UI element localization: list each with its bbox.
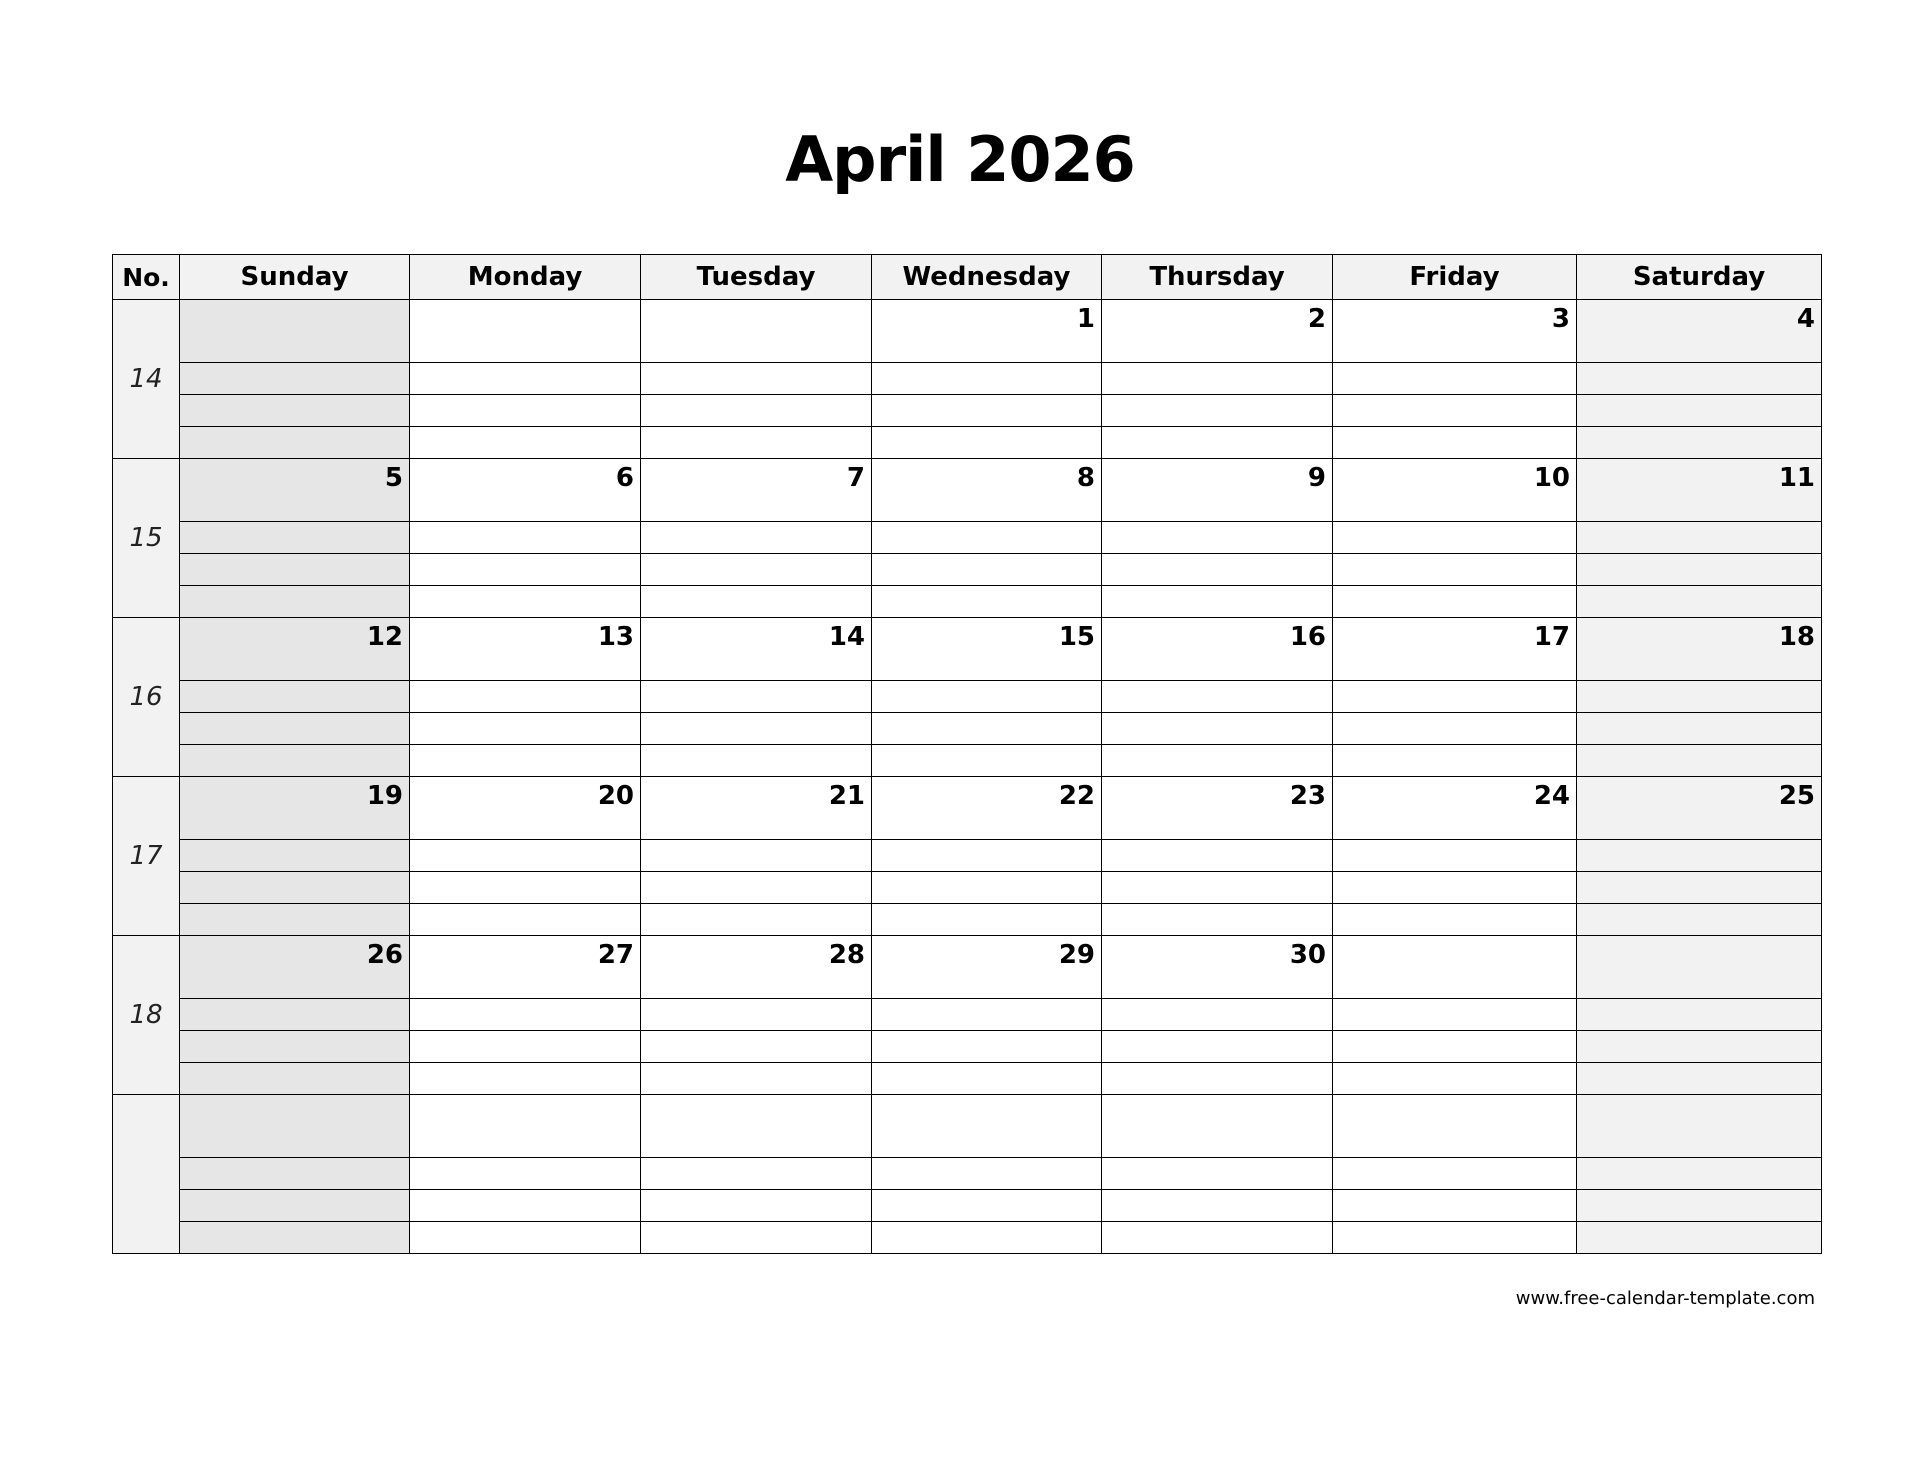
day-number [180,1095,409,1099]
note-line[interactable] [641,872,872,904]
note-line[interactable] [641,681,872,713]
week-number [113,1095,180,1254]
week-row [113,459,1822,522]
day-number: 25 [1778,781,1815,811]
note-line[interactable] [1333,745,1577,777]
note-line[interactable] [641,363,872,395]
note-line[interactable] [872,1190,1102,1222]
note-line[interactable] [872,745,1102,777]
note-line[interactable] [1102,713,1333,745]
header-monday: Monday [410,255,641,300]
day-number: 24 [1533,781,1570,811]
day-cell[interactable] [1577,936,1822,999]
day-number: 9 [1307,463,1326,493]
day-number [410,1095,640,1099]
note-line[interactable] [872,427,1102,459]
note-line[interactable] [1577,872,1822,904]
day-cell[interactable] [180,1095,410,1158]
note-row [113,1222,1822,1254]
day-number [410,300,640,304]
note-line[interactable] [872,999,1102,1031]
day-number: 11 [1778,463,1815,493]
note-line[interactable] [410,999,641,1031]
note-row [113,427,1822,459]
day-cell[interactable] [410,618,641,681]
day-cell[interactable] [410,300,641,363]
day-number: 26 [366,940,403,970]
day-number: 4 [1796,304,1815,334]
day-cell[interactable] [641,618,872,681]
day-number [641,300,871,304]
note-row [113,1031,1822,1063]
note-line[interactable] [641,713,872,745]
note-line[interactable] [410,745,641,777]
note-row [113,681,1822,713]
header-tuesday: Tuesday [641,255,872,300]
day-cell[interactable] [641,300,872,363]
note-line[interactable] [180,904,410,936]
note-line[interactable] [1102,554,1333,586]
day-number: 28 [828,940,865,970]
note-line[interactable] [872,1031,1102,1063]
note-line[interactable] [1102,681,1333,713]
note-line[interactable] [872,554,1102,586]
note-line[interactable] [1333,713,1577,745]
note-line[interactable] [1102,1190,1333,1222]
note-row [113,363,1822,395]
day-cell[interactable] [1333,618,1577,681]
note-line[interactable] [410,1063,641,1095]
note-line[interactable] [180,1158,410,1190]
header-week-number: No. [113,255,180,300]
day-cell[interactable] [641,936,872,999]
note-line[interactable] [1577,522,1822,554]
note-line[interactable] [1102,1063,1333,1095]
note-line[interactable] [872,904,1102,936]
day-cell[interactable] [180,777,410,840]
note-line[interactable] [1102,745,1333,777]
note-line[interactable] [180,1222,410,1254]
note-line[interactable] [180,522,410,554]
note-line[interactable] [1333,904,1577,936]
note-row [113,999,1822,1031]
day-number: 14 [828,622,865,652]
note-line[interactable] [410,872,641,904]
note-line[interactable] [410,586,641,618]
week-number: 18 [113,936,180,1095]
day-cell[interactable] [1577,618,1822,681]
note-line[interactable] [410,522,641,554]
note-line[interactable] [1577,681,1822,713]
note-line[interactable] [1577,1158,1822,1190]
day-number: 10 [1533,463,1570,493]
note-line[interactable] [872,872,1102,904]
note-line[interactable] [1577,363,1822,395]
week-row [113,1095,1822,1158]
note-line[interactable] [180,745,410,777]
day-number: 29 [1058,940,1095,970]
day-number: 1 [1076,304,1095,334]
note-row [113,522,1822,554]
note-line[interactable] [641,1063,872,1095]
note-line[interactable] [1577,554,1822,586]
note-line[interactable] [410,1222,641,1254]
day-cell[interactable] [410,777,641,840]
day-cell[interactable] [1577,1095,1822,1158]
day-cell[interactable] [410,459,641,522]
note-line[interactable] [1333,554,1577,586]
note-line[interactable] [1102,1222,1333,1254]
note-row [113,904,1822,936]
calendar-grid [112,254,1822,1254]
day-number: 20 [597,781,634,811]
day-cell[interactable] [872,300,1102,363]
header-sunday: Sunday [180,255,410,300]
note-line[interactable] [180,713,410,745]
note-row [113,586,1822,618]
calendar-title: April 2026 [785,123,1135,196]
note-line[interactable] [641,1158,872,1190]
day-number: 15 [1058,622,1095,652]
note-line[interactable] [1102,999,1333,1031]
note-line[interactable] [180,872,410,904]
week-number: 17 [113,777,180,936]
note-line[interactable] [180,1063,410,1095]
day-cell[interactable] [1577,777,1822,840]
note-line[interactable] [1102,1031,1333,1063]
note-line[interactable] [180,1190,410,1222]
note-line[interactable] [641,395,872,427]
note-line[interactable] [1102,395,1333,427]
day-cell[interactable] [1333,459,1577,522]
note-line[interactable] [1333,395,1577,427]
day-number: 8 [1076,463,1095,493]
note-line[interactable] [180,427,410,459]
note-line[interactable] [641,904,872,936]
day-cell[interactable] [180,936,410,999]
day-cell[interactable] [1102,459,1333,522]
day-number [1577,1095,1821,1099]
note-line[interactable] [872,363,1102,395]
note-line[interactable] [410,713,641,745]
note-line[interactable] [180,554,410,586]
note-line[interactable] [1333,1031,1577,1063]
note-line[interactable] [1333,522,1577,554]
note-line[interactable] [1333,427,1577,459]
day-cell[interactable] [180,618,410,681]
note-line[interactable] [410,395,641,427]
header-wednesday: Wednesday [872,255,1102,300]
note-row [113,1190,1822,1222]
day-number [1333,936,1576,940]
note-line[interactable] [1577,904,1822,936]
note-line[interactable] [872,713,1102,745]
note-line[interactable] [1577,1063,1822,1095]
note-line[interactable] [1577,1222,1822,1254]
day-number: 5 [384,463,403,493]
day-number: 6 [615,463,634,493]
note-line[interactable] [641,1031,872,1063]
week-number: 14 [113,300,180,459]
day-number [872,1095,1101,1099]
note-line[interactable] [180,681,410,713]
day-number [641,1095,871,1099]
note-line[interactable] [872,522,1102,554]
note-line[interactable] [1333,1063,1577,1095]
note-line[interactable] [180,999,410,1031]
day-cell[interactable] [872,618,1102,681]
day-cell[interactable] [180,459,410,522]
note-line[interactable] [641,999,872,1031]
note-line[interactable] [872,586,1102,618]
note-line[interactable] [1577,1190,1822,1222]
week-number: 16 [113,618,180,777]
day-cell[interactable] [1577,459,1822,522]
note-line[interactable] [180,1031,410,1063]
note-line[interactable] [641,1222,872,1254]
note-line[interactable] [410,427,641,459]
note-line[interactable] [1577,395,1822,427]
note-line[interactable] [410,1190,641,1222]
note-line[interactable] [872,840,1102,872]
day-cell[interactable] [872,777,1102,840]
note-line[interactable] [1333,1158,1577,1190]
day-cell[interactable] [1333,936,1577,999]
day-cell[interactable] [641,459,872,522]
day-number: 19 [366,781,403,811]
note-line[interactable] [1102,522,1333,554]
note-row [113,840,1822,872]
day-number: 27 [597,940,634,970]
note-line[interactable] [180,363,410,395]
note-line[interactable] [641,427,872,459]
note-line[interactable] [872,1158,1102,1190]
note-line[interactable] [410,1158,641,1190]
header-row [113,255,1822,300]
note-line[interactable] [1577,999,1822,1031]
day-number: 17 [1533,622,1570,652]
note-line[interactable] [641,745,872,777]
day-number: 30 [1289,940,1326,970]
note-line[interactable] [1577,840,1822,872]
day-number: 18 [1778,622,1815,652]
note-line[interactable] [1102,872,1333,904]
day-number [1333,1095,1576,1099]
note-line[interactable] [1577,586,1822,618]
note-line[interactable] [180,840,410,872]
day-cell[interactable] [180,300,410,363]
day-number: 3 [1551,304,1570,334]
note-row [113,872,1822,904]
week-row [113,936,1822,999]
day-number: 2 [1307,304,1326,334]
week-row [113,777,1822,840]
day-number: 12 [366,622,403,652]
day-cell[interactable] [1333,777,1577,840]
note-line[interactable] [641,522,872,554]
header-thursday: Thursday [1102,255,1333,300]
header-saturday: Saturday [1577,255,1822,300]
week-row [113,300,1822,363]
day-number: 16 [1289,622,1326,652]
day-cell[interactable] [1102,1095,1333,1158]
day-cell[interactable] [1102,618,1333,681]
note-row [113,1158,1822,1190]
note-line[interactable] [641,840,872,872]
note-line[interactable] [872,1063,1102,1095]
note-line[interactable] [1102,586,1333,618]
day-cell[interactable] [410,936,641,999]
day-number: 13 [597,622,634,652]
note-line[interactable] [410,554,641,586]
day-cell[interactable] [1102,777,1333,840]
note-line[interactable] [1102,904,1333,936]
day-cell[interactable] [1333,300,1577,363]
day-cell[interactable] [1333,1095,1577,1158]
note-line[interactable] [1102,363,1333,395]
day-cell[interactable] [872,1095,1102,1158]
note-line[interactable] [1333,999,1577,1031]
note-line[interactable] [1577,427,1822,459]
note-row [113,1063,1822,1095]
day-number: 23 [1289,781,1326,811]
note-line[interactable] [1333,1190,1577,1222]
note-line[interactable] [1333,681,1577,713]
week-row [113,618,1822,681]
note-row [113,745,1822,777]
day-cell[interactable] [872,936,1102,999]
note-line[interactable] [410,1031,641,1063]
note-line[interactable] [1333,840,1577,872]
note-line[interactable] [641,1190,872,1222]
note-line[interactable] [1577,713,1822,745]
day-cell[interactable] [1102,936,1333,999]
day-cell[interactable] [872,459,1102,522]
day-number: 22 [1058,781,1095,811]
note-line[interactable] [1333,586,1577,618]
note-line[interactable] [641,586,872,618]
note-line[interactable] [410,840,641,872]
note-line[interactable] [180,395,410,427]
note-line[interactable] [1102,427,1333,459]
note-line[interactable] [410,681,641,713]
note-line[interactable] [872,395,1102,427]
note-line[interactable] [1102,1158,1333,1190]
day-cell[interactable] [641,1095,872,1158]
day-number: 21 [828,781,865,811]
note-row [113,713,1822,745]
note-line[interactable] [1333,363,1577,395]
day-cell[interactable] [410,1095,641,1158]
header-friday: Friday [1333,255,1577,300]
note-line[interactable] [1577,745,1822,777]
note-row [113,554,1822,586]
note-line[interactable] [1577,1031,1822,1063]
note-line[interactable] [641,554,872,586]
note-line[interactable] [410,363,641,395]
note-line[interactable] [872,1222,1102,1254]
day-number [1102,1095,1332,1099]
note-line[interactable] [872,681,1102,713]
day-cell[interactable] [1102,300,1333,363]
note-line[interactable] [180,586,410,618]
day-cell[interactable] [641,777,872,840]
day-number [180,300,409,304]
day-cell[interactable] [1577,300,1822,363]
week-number: 15 [113,459,180,618]
note-line[interactable] [1102,840,1333,872]
note-line[interactable] [1333,872,1577,904]
note-row [113,395,1822,427]
note-line[interactable] [410,904,641,936]
footer-url: www.free-calendar-template.com [1515,1288,1815,1309]
note-line[interactable] [1333,1222,1577,1254]
day-number: 7 [846,463,865,493]
day-number [1577,936,1821,940]
